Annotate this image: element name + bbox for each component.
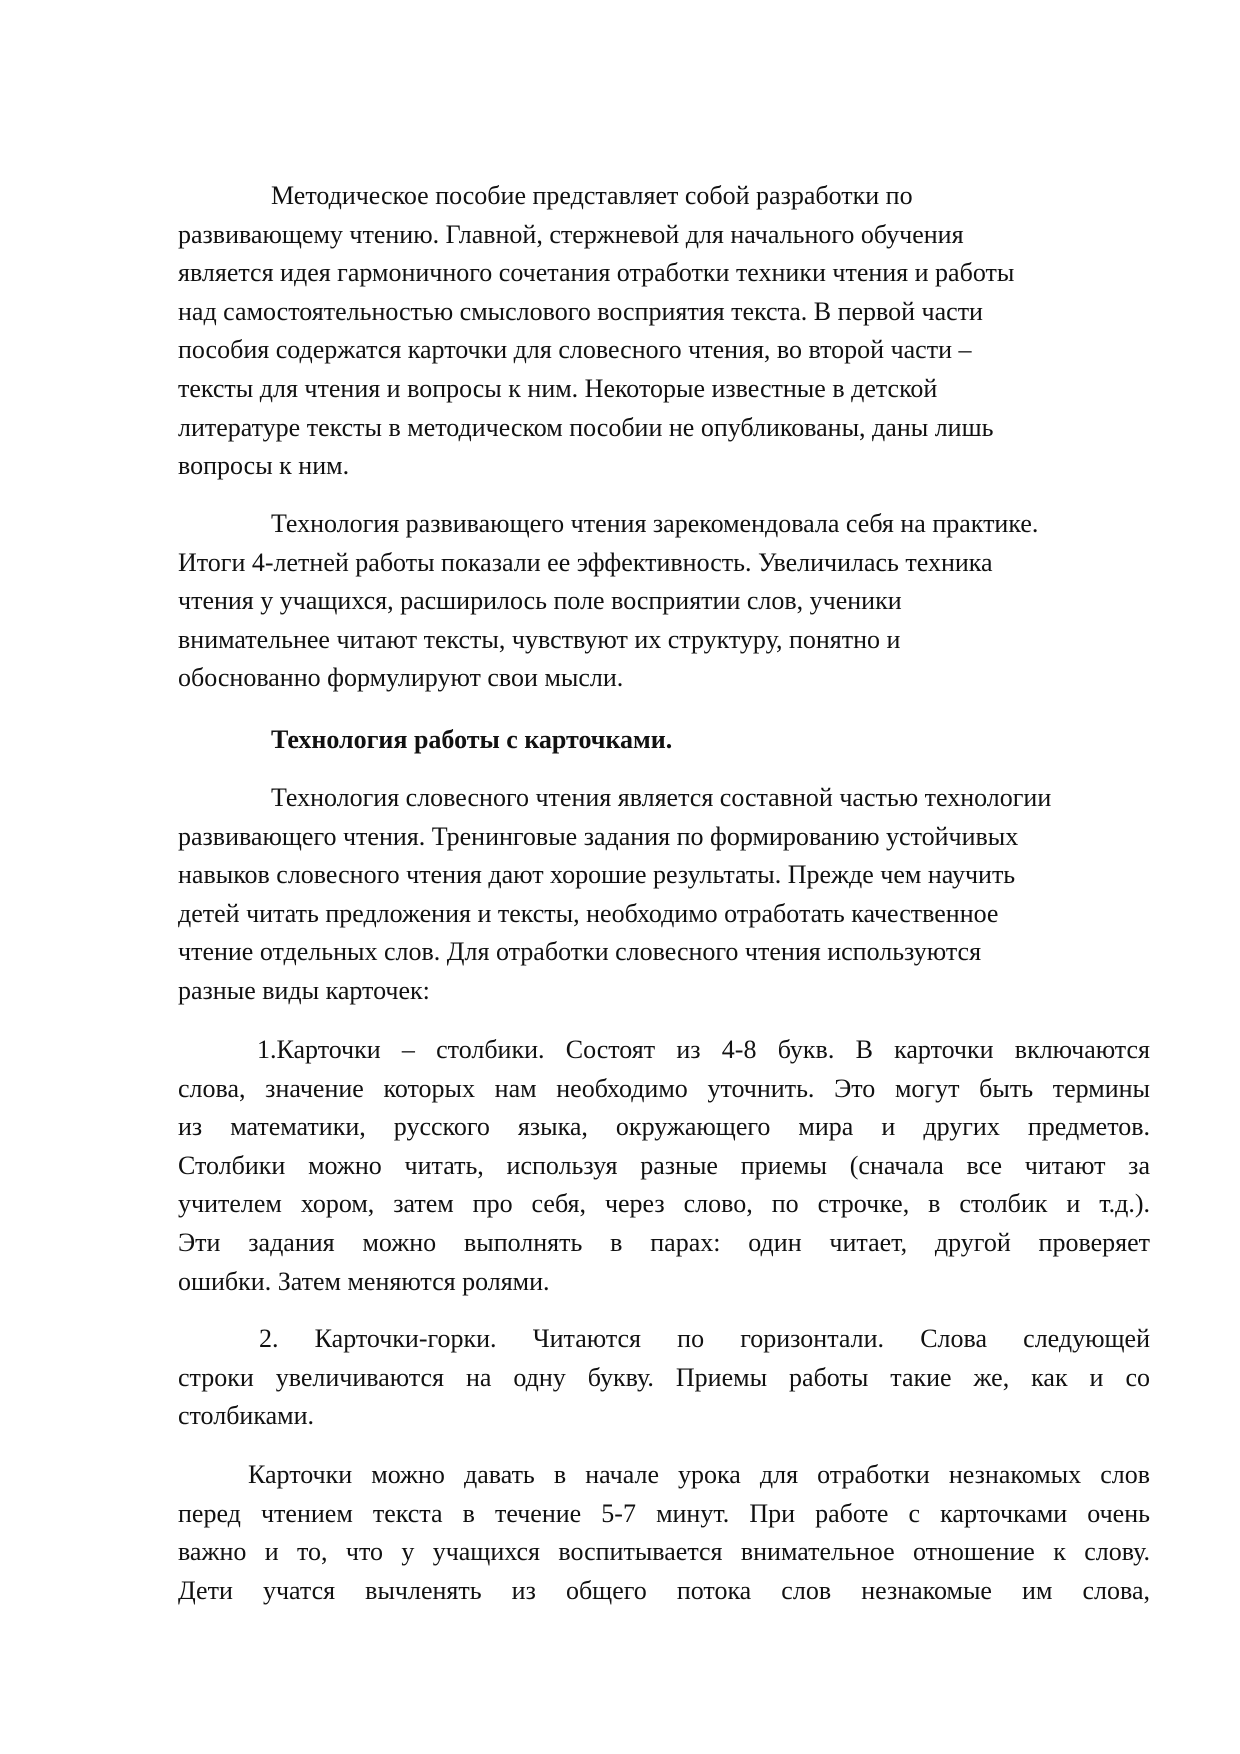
text-line: строки увеличиваются на одну букву. Приемы работы такие же, как и со [178, 1362, 1150, 1392]
text-line: вопросы к ним. [178, 451, 350, 481]
text-line: детей читать предложения и тексты, необходимо отработать качественное [178, 898, 999, 928]
text-line: важно и то, что у учащихся воспитывается внимательное отношение к слову. [178, 1537, 1150, 1567]
text-line: 2. Карточки-горки. Читаются по горизонтали. Слова следующей [259, 1324, 1150, 1353]
text-line: Методическое пособие представляет собой разработки по [271, 181, 913, 210]
text-line: Карточки можно давать в начале урока для отработки незнакомых слов [248, 1460, 1150, 1489]
technology-paragraph [178, 779, 1150, 1011]
text-line: разные виды карточек: [178, 975, 430, 1005]
usage-paragraph [178, 1456, 1150, 1610]
text-line: развивающему чтению. Главной, стержневой для начального обучения [178, 219, 964, 249]
text-line: ошибки. Затем меняются ролями. [178, 1266, 550, 1296]
list-item-slides [178, 1320, 1150, 1436]
list-item-columns [178, 1031, 1150, 1301]
text-line: столбиками. [178, 1401, 314, 1431]
text-line: учителем хором, затем про себя, через слово, по строчке, в столбик и т.д.). [178, 1189, 1150, 1219]
text-line: чтение отдельных слов. Для отработки словесного чтения используются [178, 937, 982, 967]
text-line: развивающего чтения. Тренинговые задания по формированию устойчивых [178, 821, 1019, 851]
text-line: Технология развивающего чтения зарекомендовала себя на практике. [271, 509, 1039, 538]
text-line: Технология словесного чтения является составной частью технологии [271, 783, 1052, 812]
effectiveness-paragraph [178, 505, 1150, 698]
heading-text: Технология работы с карточками. [271, 725, 673, 754]
text-line: 1.Карточки – столбики. Состоят из 4-8 букв. В карточки включаются [257, 1035, 1150, 1064]
text-line: чтения у учащихся, расширилось поле восприятии слов, ученики [178, 586, 902, 616]
text-line: навыков словесного чтения дают хорошие результаты. Прежде чем научить [178, 860, 1016, 890]
text-line: из математики, русского языка, окружающего мира и других предметов. [178, 1112, 1150, 1142]
text-line: слова, значение которых нам необходимо уточнить. Это могут быть термины [178, 1073, 1150, 1103]
text-line: обоснованно формулируют свои мысли. [178, 663, 624, 693]
text-line: Дети учатся вычленять из общего потока слов незнакомые им слова, [178, 1575, 1150, 1605]
text-line: Эти задания можно выполнять в парах: один читает, другой проверяет [178, 1227, 1150, 1257]
text-line: Столбики можно читать, используя разные приемы (сначала все читают за [178, 1150, 1150, 1180]
text-line: пособия содержатся карточки для словесного чтения, во второй части – [178, 335, 972, 365]
text-line: внимательнее читают тексты, чувствуют их структуру, понятно и [178, 624, 901, 654]
text-line: перед чтением текста в течение 5-7 минут. При работе с карточками очень [178, 1498, 1150, 1528]
text-line: является идея гармоничного сочетания отработки техники чтения и работы [178, 258, 1015, 288]
intro-paragraph [178, 177, 1150, 486]
text-line: над самостоятельностью смыслового восприятия текста. В первой части [178, 296, 983, 326]
section-heading [178, 721, 1150, 760]
text-line: тексты для чтения и вопросы к ним. Некоторые известные в детской [178, 373, 938, 403]
text-line: литературе тексты в методическом пособии не опубликованы, даны лишь [178, 412, 994, 442]
text-line: Итоги 4-летней работы показали ее эффективность. Увеличилась техника [178, 547, 993, 577]
